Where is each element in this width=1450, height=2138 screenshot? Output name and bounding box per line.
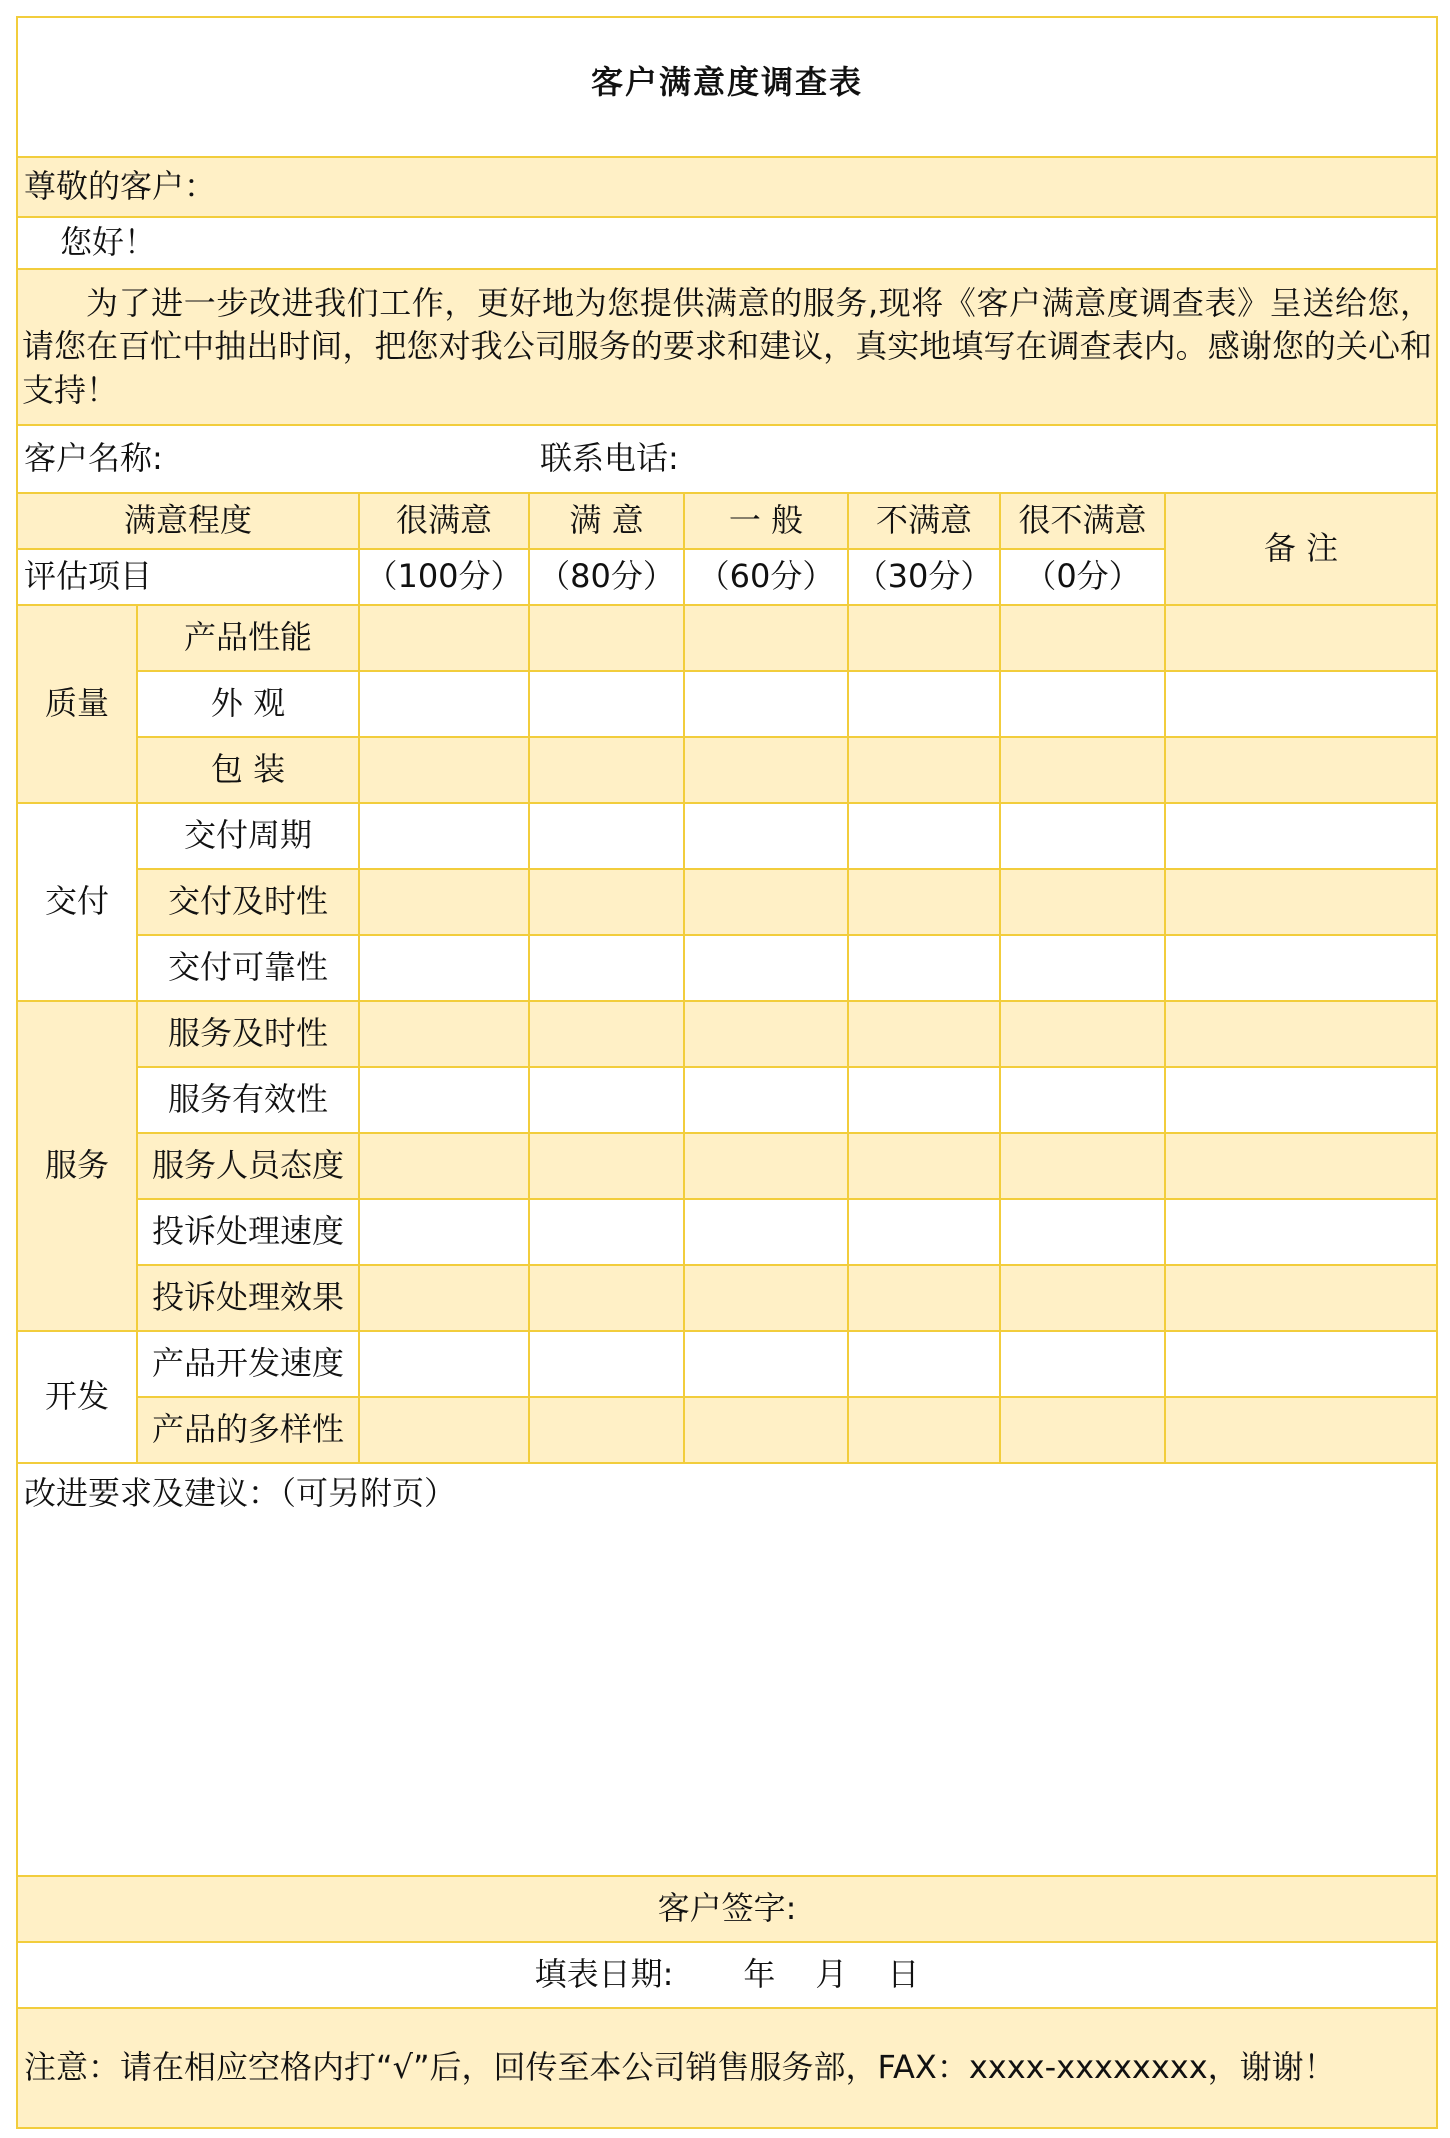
- rating-cell[interactable]: [529, 935, 684, 1001]
- rating-cell[interactable]: [359, 1265, 529, 1331]
- rating-cell[interactable]: [359, 1001, 529, 1067]
- rating-cell[interactable]: [529, 1265, 684, 1331]
- rating-cell[interactable]: [359, 803, 529, 869]
- item-label: 服务及时性: [137, 1001, 359, 1067]
- score-header: （100分）: [359, 549, 529, 605]
- rating-cell[interactable]: [848, 671, 1000, 737]
- date-day: 日: [887, 1955, 920, 1994]
- contact-row: [17, 425, 1437, 493]
- item-label: 交付周期: [137, 803, 359, 869]
- remark-cell[interactable]: [1165, 1199, 1437, 1265]
- item-label: 投诉处理速度: [137, 1199, 359, 1265]
- rating-cell[interactable]: [359, 737, 529, 803]
- survey-sheet: [16, 16, 1436, 2129]
- survey-form: [16, 16, 1438, 2129]
- table-row: [17, 1199, 1437, 1265]
- rating-cell[interactable]: [1000, 1133, 1165, 1199]
- level-header: 很不满意: [1000, 493, 1165, 549]
- category-label: 服务: [17, 1001, 137, 1331]
- date-label: 填表日期:: [534, 1955, 674, 1994]
- rating-cell[interactable]: [529, 869, 684, 935]
- suggestions-area[interactable]: [17, 1463, 1437, 1876]
- remark-cell[interactable]: [1165, 1397, 1437, 1463]
- rating-cell[interactable]: [684, 869, 848, 935]
- rating-cell[interactable]: [529, 1133, 684, 1199]
- rating-cell[interactable]: [848, 935, 1000, 1001]
- rating-cell[interactable]: [1000, 1067, 1165, 1133]
- rating-cell[interactable]: [529, 1199, 684, 1265]
- table-row: [17, 1001, 1437, 1067]
- score-header: （80分）: [529, 549, 684, 605]
- hello-text: 您好！: [17, 217, 1437, 269]
- table-row: [17, 803, 1437, 869]
- remark-cell[interactable]: [1165, 1133, 1437, 1199]
- item-header: 评估项目: [17, 549, 359, 605]
- table-row: [17, 605, 1437, 671]
- rating-cell[interactable]: [529, 1067, 684, 1133]
- table-row: [17, 1133, 1437, 1199]
- remark-cell[interactable]: [1165, 1067, 1437, 1133]
- rating-cell[interactable]: [1000, 869, 1165, 935]
- rating-cell[interactable]: [529, 1331, 684, 1397]
- rating-cell[interactable]: [848, 869, 1000, 935]
- rating-cell[interactable]: [848, 1067, 1000, 1133]
- rating-cell[interactable]: [684, 1067, 848, 1133]
- date-year: 年: [743, 1955, 776, 1994]
- remark-cell[interactable]: [1165, 737, 1437, 803]
- intro-paragraph: 为了进一步改进我们工作，更好地为您提供满意的服务,现将《客户满意度调查表》呈送给您，请您在百忙中抽出时间，把您对我公司服务的要求和建议，真实地填写在调查表内。感谢您的关心和支持！: [17, 269, 1437, 425]
- rating-cell[interactable]: [529, 1397, 684, 1463]
- score-header: （30分）: [848, 549, 1000, 605]
- rating-cell[interactable]: [1000, 605, 1165, 671]
- level-header: 一 般: [684, 493, 848, 549]
- signature-field[interactable]: [17, 1876, 1437, 1942]
- fax-note: 注意：请在相应空格内打“√”后，回传至本公司销售服务部，FAX：xxxx-xxxxxxxx，谢谢！: [17, 2008, 1437, 2128]
- rating-cell[interactable]: [1000, 935, 1165, 1001]
- item-label: 产品的多样性: [137, 1397, 359, 1463]
- rating-cell[interactable]: [684, 737, 848, 803]
- date-row: [17, 1942, 1437, 2008]
- rating-cell[interactable]: [684, 1199, 848, 1265]
- rating-cell[interactable]: [684, 935, 848, 1001]
- item-label: 投诉处理效果: [137, 1265, 359, 1331]
- rating-cell[interactable]: [1000, 1001, 1165, 1067]
- item-label: 交付及时性: [137, 869, 359, 935]
- customer-name-label: 客户名称:: [24, 439, 163, 478]
- rating-cell[interactable]: [848, 1001, 1000, 1067]
- remark-cell[interactable]: [1165, 1331, 1437, 1397]
- rating-cell[interactable]: [1000, 737, 1165, 803]
- rating-cell[interactable]: [359, 671, 529, 737]
- item-label: 产品开发速度: [137, 1331, 359, 1397]
- greeting: 尊敬的客户：: [17, 157, 1437, 217]
- rating-cell[interactable]: [848, 1331, 1000, 1397]
- date-month: 月: [815, 1955, 848, 1994]
- rating-cell[interactable]: [359, 1397, 529, 1463]
- item-label: 外 观: [137, 671, 359, 737]
- table-row: [17, 671, 1437, 737]
- rating-cell[interactable]: [1000, 671, 1165, 737]
- remark-cell[interactable]: [1165, 1001, 1437, 1067]
- rating-cell[interactable]: [684, 1133, 848, 1199]
- item-label: 服务人员态度: [137, 1133, 359, 1199]
- remark-cell[interactable]: [1165, 671, 1437, 737]
- category-label: 交付: [17, 803, 137, 1001]
- degree-header: 满意程度: [17, 493, 359, 549]
- score-header: （60分）: [684, 549, 848, 605]
- rating-cell[interactable]: [359, 1067, 529, 1133]
- rating-cell[interactable]: [848, 1397, 1000, 1463]
- rating-cell[interactable]: [359, 935, 529, 1001]
- rating-cell[interactable]: [1000, 1397, 1165, 1463]
- item-label: 包 装: [137, 737, 359, 803]
- rating-cell[interactable]: [848, 1133, 1000, 1199]
- rating-cell[interactable]: [684, 605, 848, 671]
- rating-cell[interactable]: [1000, 1265, 1165, 1331]
- rating-cell[interactable]: [684, 1331, 848, 1397]
- rating-cell[interactable]: [359, 605, 529, 671]
- rating-cell[interactable]: [529, 803, 684, 869]
- rating-cell[interactable]: [1000, 1331, 1165, 1397]
- table-row: [17, 935, 1437, 1001]
- remark-cell[interactable]: [1165, 605, 1437, 671]
- rating-cell[interactable]: [848, 1199, 1000, 1265]
- table-row: [17, 1265, 1437, 1331]
- signature-label: 客户签字:: [657, 1889, 797, 1928]
- rating-cell[interactable]: [1000, 803, 1165, 869]
- rating-cell[interactable]: [848, 737, 1000, 803]
- remark-cell[interactable]: [1165, 1265, 1437, 1331]
- category-label: 质量: [17, 605, 137, 803]
- level-header: 满 意: [529, 493, 684, 549]
- rating-cell[interactable]: [359, 1133, 529, 1199]
- item-label: 服务有效性: [137, 1067, 359, 1133]
- rating-cell[interactable]: [359, 1199, 529, 1265]
- page-title: 客户满意度调查表: [17, 17, 1437, 157]
- rating-cell[interactable]: [359, 869, 529, 935]
- remark-cell[interactable]: [1165, 935, 1437, 1001]
- rating-cell[interactable]: [1000, 1199, 1165, 1265]
- level-header: 很满意: [359, 493, 529, 549]
- table-row: [17, 1397, 1437, 1463]
- suggestions-label: 改进要求及建议：（可另附页）: [24, 1474, 457, 1512]
- item-label: 交付可靠性: [137, 935, 359, 1001]
- table-row: [17, 737, 1437, 803]
- phone-label: 联系电话:: [540, 439, 679, 478]
- remark-header: 备 注: [1165, 493, 1437, 605]
- item-label: 产品性能: [137, 605, 359, 671]
- table-row: [17, 1067, 1437, 1133]
- table-row: [17, 1331, 1437, 1397]
- rating-cell[interactable]: [684, 1265, 848, 1331]
- level-header: 不满意: [848, 493, 1000, 549]
- remark-cell[interactable]: [1165, 803, 1437, 869]
- category-label: 开发: [17, 1331, 137, 1463]
- rating-cell[interactable]: [359, 1331, 529, 1397]
- rating-cell[interactable]: [529, 671, 684, 737]
- rating-cell[interactable]: [684, 1397, 848, 1463]
- rating-cell[interactable]: [848, 605, 1000, 671]
- rating-cell[interactable]: [529, 737, 684, 803]
- rating-cell[interactable]: [684, 1001, 848, 1067]
- rating-cell[interactable]: [684, 671, 848, 737]
- rating-cell[interactable]: [684, 803, 848, 869]
- rating-cell[interactable]: [529, 605, 684, 671]
- rating-cell[interactable]: [848, 803, 1000, 869]
- score-header: （0分）: [1000, 549, 1165, 605]
- rating-cell[interactable]: [529, 1001, 684, 1067]
- remark-cell[interactable]: [1165, 869, 1437, 935]
- table-row: [17, 869, 1437, 935]
- rating-cell[interactable]: [848, 1265, 1000, 1331]
